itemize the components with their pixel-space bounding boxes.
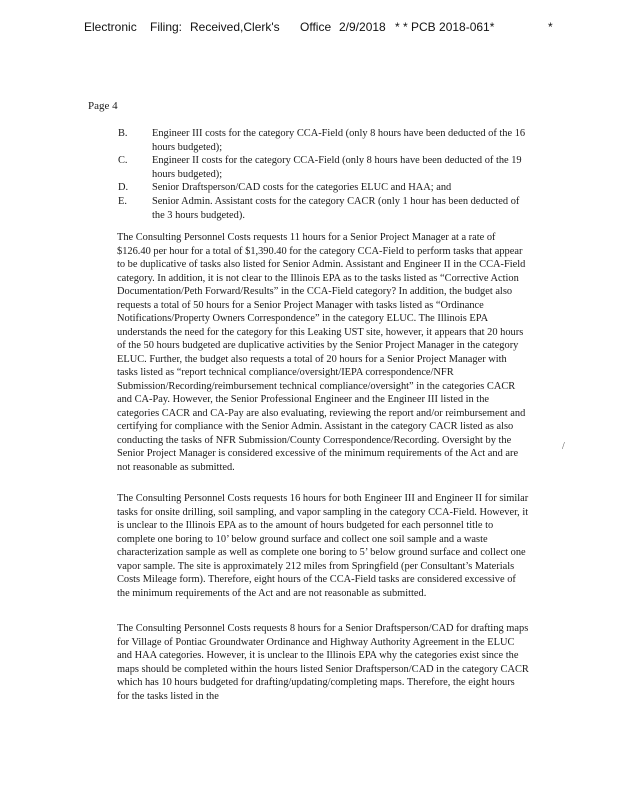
page-number: Page 4 [88, 100, 118, 112]
list-marker: D. [118, 182, 129, 194]
stamp-star: * [548, 20, 553, 34]
list-item [118, 195, 528, 222]
list-item [118, 181, 528, 195]
list-marker: E. [118, 195, 127, 207]
margin-mark: / [562, 441, 565, 452]
filing-stamp-header [0, 20, 618, 36]
list-text: Senior Admin. Assistant costs for the category CACR (only 1 hour has been deducted of the 3 hours budgeted). [152, 195, 520, 221]
deduction-list [118, 127, 528, 222]
list-marker: C. [118, 155, 128, 167]
paragraph-engineer-costs: The Consulting Personnel Costs requests 16 hours for both Engineer III and Engineer II for similar tasks for onsite drilling, soil sampling, and vapor sampling in the category CCA-Field. However, it is unclear to the Illinois EPA as to the amount of hours budgeted for each personnel title to complete one boring to 10’ below ground surface and collect one soil sample and a waste characterization sample as well as complete one boring to 5’ below ground surface and collect one vapor sample. The site is approximately 212 miles from Springfield (per Consultant’s Materials Costs Mileage form). Therefore, eight hours of the CCA-Field tasks are considered excessive of the minimum requirements of the Act and are not reasonable as submitted. [117, 493, 529, 599]
list-item [118, 127, 528, 154]
list-item [118, 154, 528, 181]
list-marker: B. [118, 128, 128, 139]
list-text: Engineer III costs for the category CCA-Field (only 8 hours have been deducted of the 16 hours budgeted); [152, 128, 526, 153]
stamp-electronic: Electronic [84, 20, 137, 34]
stamp-pcb-number: * * PCB 2018-061* [395, 20, 495, 34]
list-text: Senior Draftsperson/CAD costs for the categories ELUC and HAA; and [152, 182, 452, 194]
paragraph-senior-project-manager: The Consulting Personnel Costs requests 11 hours for a Senior Project Manager at a rate of $126.40 per hour for a total of $1,390.40 for the category CCA-Field to perform tasks that appear to be duplicative of tasks also listed for Senior Admin. Assistant and Engineer II in the CCA-Field category. In addition, it is not clear to the Illinois EPA as to the tasks listed as “Corrective Action Documentation/Peth Forward/Results” in the CCA-Field category? In addition, the budget also requests a total of 50 hours for a Senior Project Manager with tasks listed as “Ordinance Notifications/Property Owners Correspondence” in the category ELUC. The Illinois EPA understands the need for the category for this Leaking UST site, however, it appears that 20 hours of the 50 hours budgeted are duplicative activities by the Senior Project Manager in the category ELUC. Further, the budget also requests a total of 20 hours for a Senior Project Manager with tasks listed as “report technical compliance/oversight/IEPA correspondence/NFR Submission/Recording/reimbursement technical compliance/oversight” in the categories CACR and CA-Pay. However, the Senior Professional Engineer and the Engineer III listed in the categories CACR and CA-Pay are also evaluating, reviewing the report and/or reimbursement and certifying for compliance with the Senior Admin. Assistant in the category CACR listed as also conducting the tasks of NFR Submission/County Correspondence/Recording. Oversight by the Senior Project Manager is considered excessive of the minimum requirements of the Act and are not reasonable as submitted. [117, 232, 526, 473]
stamp-date: 2/9/2018 [339, 20, 386, 34]
paragraph-draftsperson-costs: The Consulting Personnel Costs requests 8 hours for a Senior Draftsperson/CAD for drafting maps for Village of Pontiac Groundwater Ordinance and Highway Authority Agreement in the ELUC and HAA categories. However, it is unclear to the Illinois EPA why the categories exist since the maps should be completed within the hours listed Senior Draftsperson/CAD in the category CACR which has 10 hours budgeted for drafting/updating/completing maps. Therefore, the eight hours for the tasks listed in the [117, 623, 529, 702]
stamp-office: Office [300, 20, 332, 34]
stamp-received: Received,Clerk's [190, 20, 280, 34]
stamp-filing: Filing: [150, 20, 183, 34]
list-text: Engineer II costs for the category CCA-Field (only 8 hours have been deducted of the 19 hours budgeted); [152, 155, 522, 180]
